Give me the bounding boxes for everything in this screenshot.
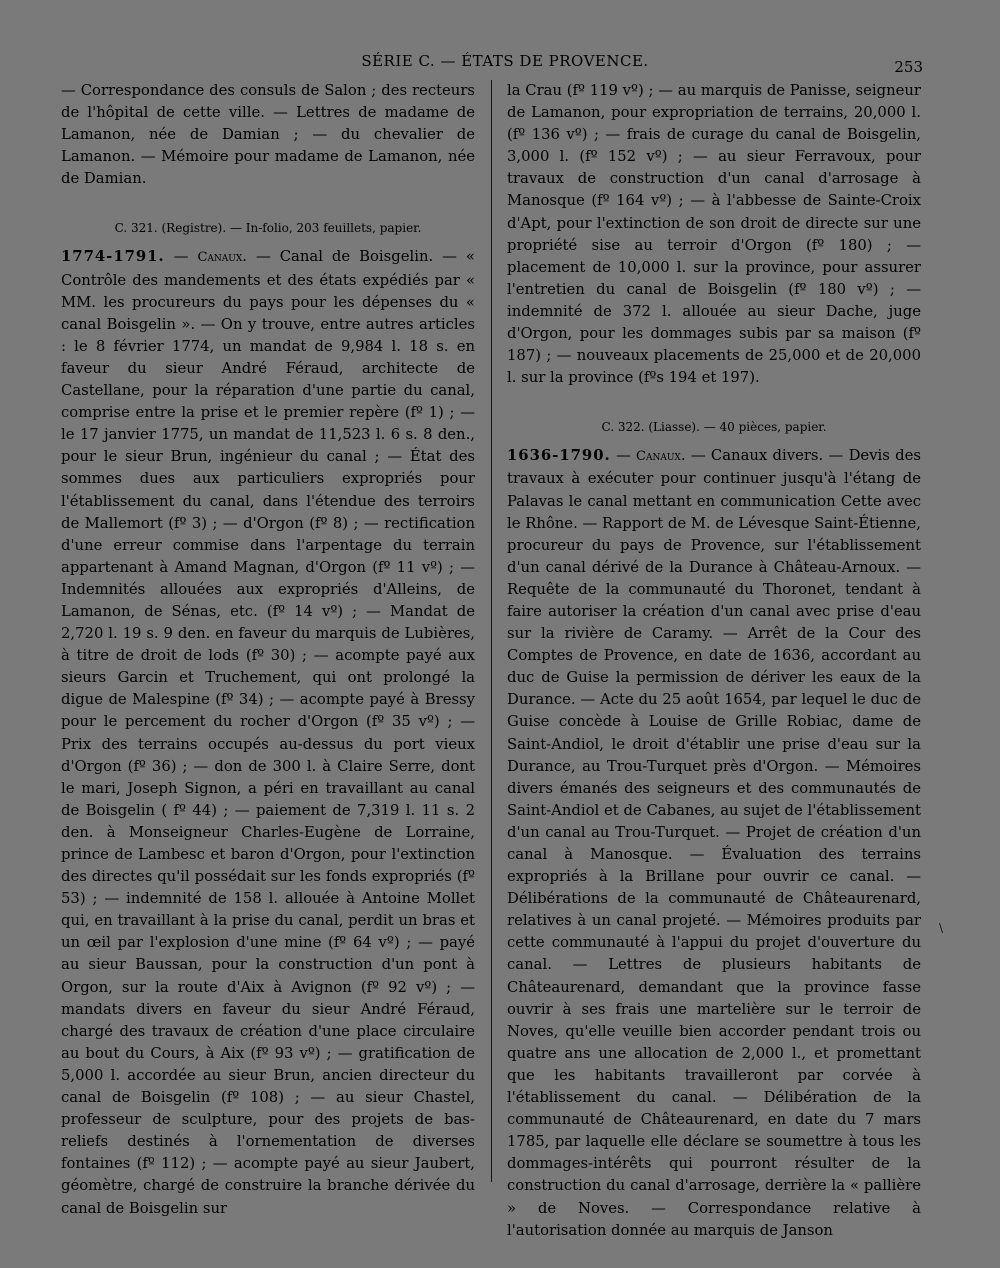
- entry-body: — Canal de Boisgelin. — « Contrôle des mandements et des états expédiés par « MM. les procureurs du pays pour les dépenses du « canal Boisgelin ». — On y trouve, entre autres articles : le 8 février 1774, un mandat de 9,984 l. 18 s. en faveur du sieur André Féraud, architecte de Castellane, pour la réparation d'une partie du canal, comprise entre la prise et le premier repère (fº 1) ; — le 17 janvier 1775, un mandat de 11,523 l. 6 s. 8 den., pour le sieur Brun, ingénieur du canal ; — État des sommes dues aux particuliers expropriés pour l'établissement du canal, dans l'étendue des terroirs de Mallemort (fº 3) ; — d'Orgon (fº 8) ; — rectification d'une erreur commise dans l'arpentage du terrain appartenant à Amand Magnan, d'Orgon (fº 11 vº) ; — Indemnités allouées aux expropriés d'Alleins, de Lamanon, de Sénas, etc. (fº 14 vº) ; — Mandat de 2,720 l. 19 s. 9 den. en faveur du marquis de Lubières, à titre de droit de lods (fº 30) ; — acompte payé aux sieurs Garcin et Truchement, qui ont prolongé la digue de Malespine (fº 34) ; — acompte payé à Bressy pour le percement du rocher d'Orgon (fº 35 vº) ; — Prix des terrains occupés au-dessus du port vieux d'Orgon (fº 36) ; — don de 300 l. à Claire Serre, dont le mari, Joseph Signon, a péri en travaillant au canal de Boisgelin ( fº 44) ; — paiement de 7,319 l. 11 s. 2 den. à Monseigneur Charles-Eugène de Lorraine, prince de Lambesc et baron d'Orgon, pour l'extinction des directes qu'il possédait sur les fonds expropriés (fº 53) ; — indemnité de 158 l. allouée à Antoine Mollet qui, en travaillant à la prise du canal, perdit un bras et un œil par l'explosion d'une mine (fº 64 vº) ; — payé au sieur Baussan, pour la construction d'un pont à Orgon, sur la route d'Aix à Avignon (fº 92 vº) ; — mandats divers en faveur du sieur André Féraud, chargé des travaux de création d'une place circulaire au bout du Cours, à Aix (fº 93 vº) ; — gratification de 5,000 l. accordée au sieur Brun, ancien directeur du canal de Boisgelin (fº 108) ; — au sieur Chastel, professeur de sculpture, pour des projets de bas-reliefs destinés à l'ornementation de diverses fontaines (fº 112) ; — acompte payé au sieur Jaubert, géomètre, chargé de construire la branche dérivée du canal de Boisgelin sur: [61, 248, 475, 1217]
- item-caption: C. 321. (Registre). — In-folio, 203 feuillets, papier.: [114, 221, 422, 236]
- archive-entry: 1774-1791. — Canaux. — Canal de Boisgelin. — « Contrôle des mandements et des états expédiés par « MM. les procureurs du pays pour les dépenses du « canal Boisgelin ». — On y trouve, entre autres articles : le 8 février 1774, un mandat de 9,984 l. 18 s. en faveur du sieur André Féraud, architecte de Castellane, pour la réparation d'une partie du canal, comprise entre la prise et le premier repère (fº 1) ; — le 17 janvier 1775, un mandat de 11,523 l. 6 s. 8 den., pour le sieur Brun, ingénieur du canal ; — État des sommes dues aux particuliers expropriés pour l'établissement du canal, dans l'étendue des terroirs de Mallemort (fº 3) ; — d'Orgon (fº 8) ; — rectification d'une erreur commise dans l'arpentage du terrain appartenant à Amand Magnan, d'Orgon (fº 11 vº) ; — Indemnités allouées aux expropriés d'Alleins, de Lamanon, de Sénas, etc. (fº 14 vº) ; — Mandat de 2,720 l. 19 s. 9 den. en faveur du marquis de Lubières, à titre de droit de lods (fº 30) ; — acompte payé aux sieurs Garcin et Truchement, qui ont prolongé la digue de Malespine (fº 34) ; — acompte payé à Bressy pour le percement du rocher d'Orgon (fº 35 vº) ; — Prix des terrains occupés au-dessus du port vieux d'Orgon (fº 36) ; — don de 300 l. à Claire Serre, dont le mari, Joseph Signon, a péri en travaillant au canal de Boisgelin ( fº 44) ; — paiement de 7,319 l. 11 s. 2 den. à Monseigneur Charles-Eugène de Lorraine, prince de Lambesc et baron d'Orgon, pour l'extinction des directes qu'il possédait sur les fonds expropriés (fº 53) ; — indemnité de 158 l. allouée à Antoine Mollet qui, en travaillant à la prise du canal, perdit un bras et un œil par l'explosion d'une mine (fº 64 vº) ; — payé au sieur Baussan, pour la construction d'un pont à Orgon, sur la route d'Aix à Avignon (fº 92 vº) ; — mandats divers en faveur du sieur André Féraud, chargé des travaux de création d'une place circulaire au bout du Cours, à Aix (fº 93 vº) ; — gratification de 5,000 l. accordée au sieur Brun, ancien directeur du canal de Boisgelin (fº 108) ; — au sieur Chastel, professeur de sculpture, pour des projets de bas-reliefs destinés à l'ornementation de diverses fontaines (fº 112) ; — acompte payé au sieur Jaubert, géomètre, chargé de construire la branche dérivée du canal de Boisgelin sur: [61, 248, 475, 1217]
- column-divider: [491, 80, 492, 1182]
- entry-subject: Canaux: [636, 449, 681, 465]
- running-title: SÉRIE C. — ÉTATS DE PROVENCE.: [361, 52, 649, 70]
- entry-body: — Canaux divers. — Devis des travaux à exécuter pour continuer jusqu'à l'étang de Palavas le canal mettant en communication Cette avec le Rhône. — Rapport de M. de Lévesque Saint-Étienne, procureur du pays de Provence, sur l'établissement d'un canal dérivé de la Durance à Château-Arnoux. — Requête de la communauté du Thoronet, tendant à faire autoriser la création d'un canal avec prise d'eau sur la rivière de Caramy. — Arrêt de la Cour des Comptes de Provence, en date de 1636, accordant au duc de Guise la permission de dériver les eaux de la Durance. — Acte du 25 août 1654, par lequel le duc de Guise concède à Louise de Grille Robiac, dame de Saint-Andiol, le droit d'établir une prise d'eau sur la Durance, au Trou-Turquet près d'Orgon. — Mémoires divers émanés des seigneurs et des communautés de Saint-Andiol et de Cabanes, au sujet de l'établissement d'un canal au Trou-Turquet. — Projet de création d'un canal à Manosque. — Évaluation des terrains expropriés à la Brillane pour ouvrir ce canal. — Délibérations de la communauté de Châteaurenard, relatives à un canal projeté. — Mémoires produits par cette communauté à l'appui du projet d'ouverture du canal. — Lettres de plusieurs habitants de Châteaurenard, demandant que la province fasse ouvrir à ses frais une martelière sur le terroir de Noves, qu'elle veuille bien accorder pendant trois ou quatre ans une allocation de 2,000 l., et promettant que les habitants travailleront par corvée à l'établissement du canal. — Délibération de la communauté de Châteaurenard, en date du 7 mars 1785, par laquelle elle déclare se soumettre à tous les dommages-intérêts qui pourront résulter de la construction du canal d'arrosage, derrière la « pallière » de Noves. — Correspondance relative à l'autorisation donnée au marquis de Janson: [507, 447, 921, 1239]
- entry-date: 1636-1790.: [507, 447, 611, 465]
- continuation-paragraph: la Crau (fº 119 vº) ; — au marquis de Panisse, seigneur de Lamanon, pour expropriation de terrains, 20,000 l. (fº 136 vº) ; — frais de curage du canal de Boisgelin, 3,000 l. (fº 152 vº) ; — au sieur Ferravoux, pour travaux de construction d'un canal d'arrosage à Manosque (fº 164 vº) ; — à l'abbesse de Sainte-Croix d'Apt, pour l'extinction de son droit de directe sur une propriété sise au terroir d'Orgon (fº 180) ; — placement de 10,000 l. sur la province, pour assurer l'entretien du canal de Boisgelin (fº 180 vº) ; — indemnité de 372 l. allouée au sieur Dache, juge d'Orgon, pour les dommages subis par sa maison (fº 187) ; — nouveaux placements de 25,000 et de 20,000 l. sur la province (fºs 194 et 197).: [507, 82, 921, 387]
- archive-entry: 1636-1790. — Canaux. — Canaux divers. — Devis des travaux à exécuter pour continuer jusqu'à l'étang de Palavas le canal mettant en communication Cette avec le Rhône. — Rapport de M. de Lévesque Saint-Étienne, procureur du pays de Provence, sur l'établissement d'un canal dérivé de la Durance à Château-Arnoux. — Requête de la communauté du Thoronet, tendant à faire autoriser la création d'un canal avec prise d'eau sur la rivière de Caramy. — Arrêt de la Cour des Comptes de Provence, en date de 1636, accordant au duc de Guise la permission de dériver les eaux de la Durance. — Acte du 25 août 1654, par lequel le duc de Guise concède à Louise de Grille Robiac, dame de Saint-Andiol, le droit d'établir une prise d'eau sur la Durance, au Trou-Turquet près d'Orgon. — Mémoires divers émanés des seigneurs et des communautés de Saint-Andiol et de Cabanes, au sujet de l'établissement d'un canal au Trou-Turquet. — Projet de création d'un canal à Manosque. — Évaluation des terrains expropriés à la Brillane pour ouvrir ce canal. — Délibérations de la communauté de Châteaurenard, relatives à un canal projeté. — Mémoires produits par cette communauté à l'appui du projet d'ouverture du canal. — Lettres de plusieurs habitants de Châteaurenard, demandant que la province fasse ouvrir à ses frais une martelière sur le terroir de Noves, qu'elle veuille bien accorder pendant trois ou quatre ans une allocation de 2,000 l., et promettant que les habitants travailleront par corvée à l'établissement du canal. — Délibération de la communauté de Châteaurenard, en date du 7 mars 1785, par laquelle elle déclare se soumettre à tous les dommages-intérêts qui pourront résulter de la construction du canal d'arrosage, derrière la « pallière » de Noves. — Correspondance relative à l'autorisation donnée au marquis de Janson: [507, 447, 921, 1239]
- entry-date: 1774-1791.: [61, 248, 165, 266]
- item-caption: C. 322. (Liasse). — 40 pièces, papier.: [601, 420, 827, 435]
- left-column: [61, 80, 475, 1220]
- entry-subject: Canaux: [197, 250, 243, 266]
- margin-mark: \: [939, 921, 944, 935]
- page-number: 253: [894, 58, 923, 76]
- right-column: [507, 80, 921, 1242]
- continuation-paragraph: — Correspondance des consuls de Salon ; des recteurs de l'hôpital de cette ville. — Lettres de madame de Lamanon, née de Damian ; — du chevalier de Lamanon. — Mémoire pour madame de Lamanon, née de Damian.: [61, 82, 475, 188]
- page-header: [0, 52, 1000, 76]
